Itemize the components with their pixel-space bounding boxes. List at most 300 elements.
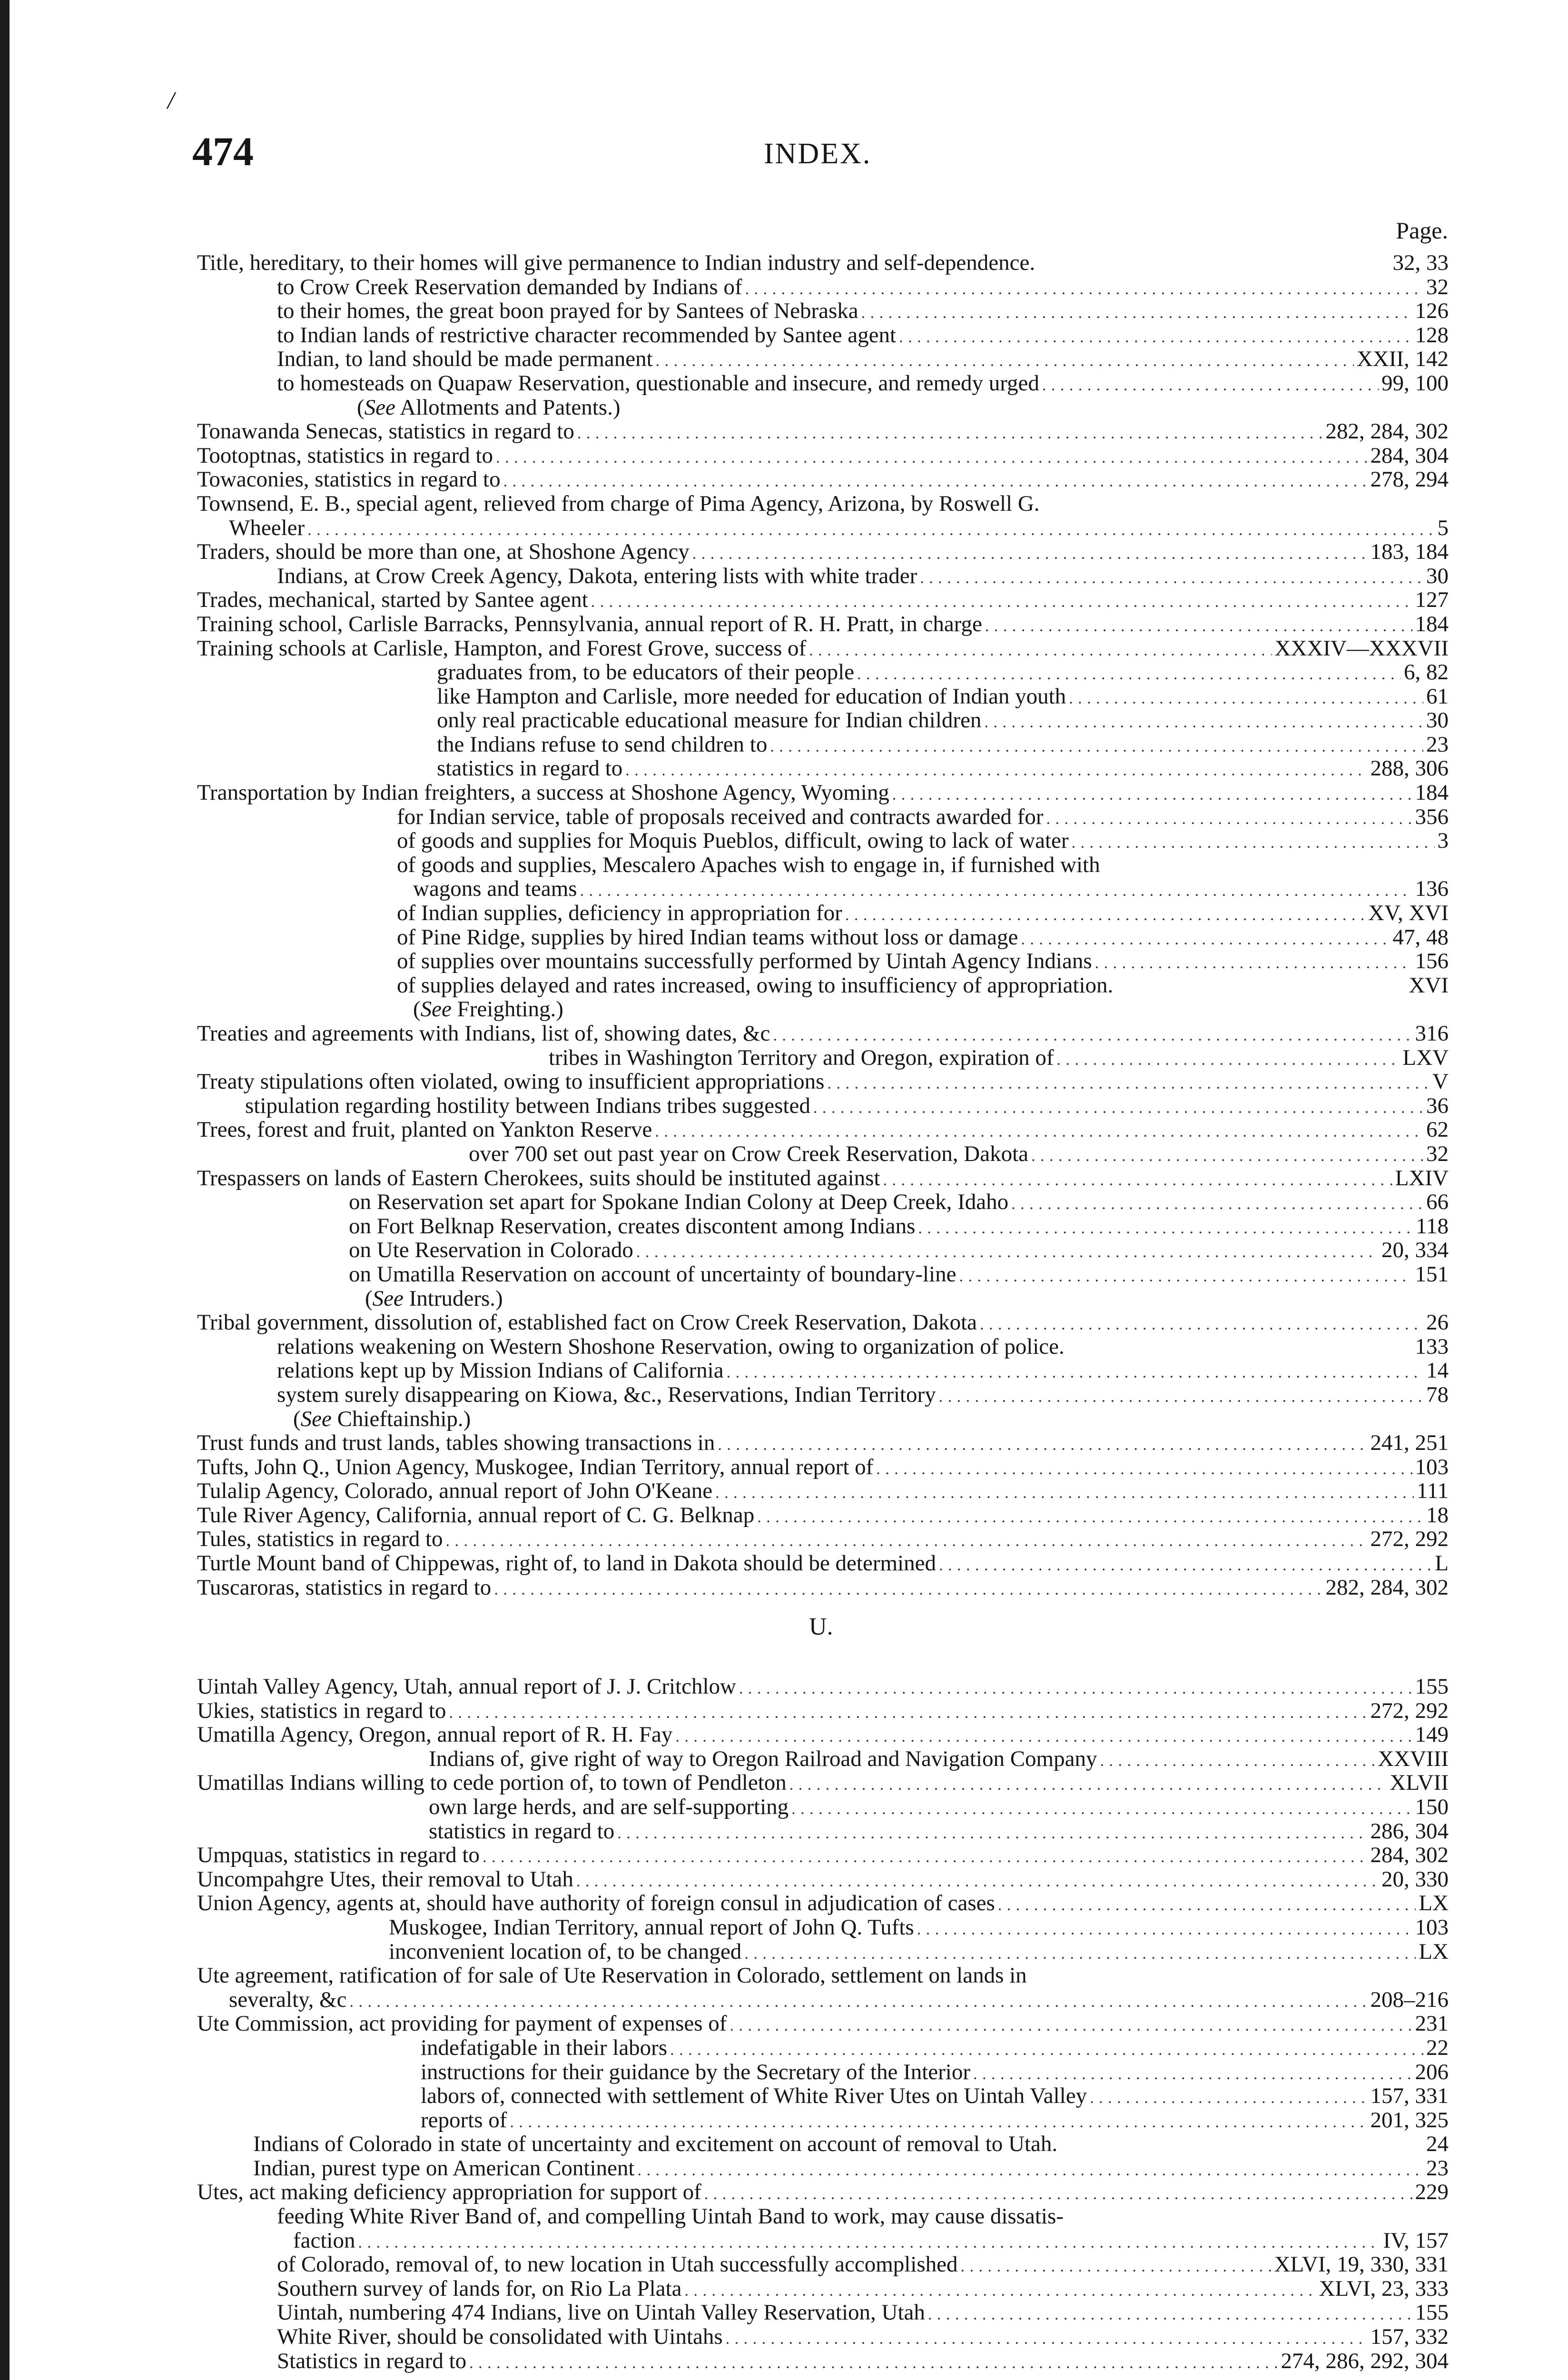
index-entry-text: Tonawanda Senecas, statistics in regard to [197,419,574,444]
index-entry-text: (See Freighting.) [413,997,563,1021]
index-entry-text: wagons and teams [413,877,577,902]
index-entry-text: of supplies delayed and rates increased, owing to insufficiency of appropriation. [397,973,1114,998]
index-entry [197,1988,1449,2012]
index-entry [197,1190,1449,1214]
page-reference: 99, 100 [1381,371,1449,396]
index-entry [197,1214,1449,1239]
dot-leader [718,1431,1367,1455]
dot-leader [928,2301,1412,2325]
index-entry [197,1455,1449,1479]
page-reference: 272, 292 [1370,1698,1449,1723]
index-entry [197,1431,1449,1455]
index-entry-text: instructions for their guidance by the Secretary of the Interior [421,2060,971,2084]
index-entry-text: Umpquas, statistics in regard to [197,1843,480,1867]
index-entry [197,805,1449,829]
dot-leader [973,2060,1412,2084]
page-reference: 103 [1415,1455,1449,1479]
index-entry [197,419,1449,444]
index-entry-text: indefatigable in their labors [421,2035,668,2060]
index-entry [197,829,1449,853]
index-entry [197,1021,1449,1046]
index-entry-text: of goods and supplies for Moquis Pueblos, difficult, owing to lack of water [397,829,1069,853]
page-reference: 32 [1426,275,1449,299]
page-reference: 23 [1426,2156,1449,2181]
index-entry [197,492,1449,516]
page-reference: LX [1419,1891,1449,1915]
index-entry-text: Tootoptnas, statistics in regard to [197,443,493,468]
dot-leader [813,1094,1423,1118]
dot-leader [494,1576,1322,1600]
index-entry-text: of goods and supplies, Mescalero Apaches wish to engage in, if furnished with [397,853,1100,877]
index-entry [197,781,1449,805]
page-reference: 149 [1415,1723,1449,1747]
dot-leader [892,781,1412,805]
index-entry-text: faction [293,2228,355,2253]
page-reference: 282, 284, 302 [1325,1575,1449,1600]
index-entry-text: Union Agency, agents at, should have authority of foreign consul in adjudication of cases [197,1891,995,1915]
index-entry-text: for Indian service, table of proposals received and contracts awarded for [397,804,1044,829]
index-entry [197,1118,1449,1142]
index-entry [197,853,1449,877]
page-reference: 118 [1416,1214,1449,1239]
index-entry [197,2277,1449,2301]
index-entry-text: Umatilla Agency, Oregon, annual report of R. H. Fay [197,1723,673,1747]
dot-leader [1011,1190,1423,1214]
index-entry [197,1383,1449,1407]
dot-leader [591,588,1412,612]
index-entry [197,660,1449,684]
index-entry-text: of Pine Ridge, supplies by hired Indian teams without loss or damage [397,925,1018,950]
index-entry-text: Indian, purest type on American Continent [253,2156,635,2181]
index-entry-text: Title, hereditary, to their homes will give permanence to Indian industry and self-dependence. [197,251,1035,275]
page-reference: 183, 184 [1370,540,1449,564]
index-entry-text: the Indians refuse to send children to [437,732,768,757]
page-column-label: Page. [1396,217,1448,244]
dot-leader [845,901,1365,925]
dot-leader [715,1479,1414,1503]
index-entry-text: severalty, &c [229,1987,347,2012]
dot-leader [757,1503,1423,1527]
index-entry [197,2349,1449,2373]
dot-leader [918,1214,1413,1239]
index-entry [197,1675,1449,1699]
index-entry-text: Trades, mechanical, started by Santee agent [197,588,588,612]
index-entry-text: Treaties and agreements with Indians, list of, showing dates, &c [197,1021,770,1046]
running-title: INDEX. [764,138,872,170]
dot-leader [1095,949,1412,973]
dot-leader [791,1795,1412,1819]
section-heading-u: U. [809,1613,833,1640]
see-reference: See [372,1286,404,1311]
see-target: Intruders.) [409,1286,503,1311]
see-target: Freighting.) [457,997,563,1021]
index-entry [197,2036,1449,2060]
page-reference: LXIV [1395,1166,1449,1190]
index-entry [197,2060,1449,2084]
index-entry-text: reports of [421,2108,507,2132]
index-entry [197,1867,1449,1892]
dot-leader [576,1867,1379,1892]
index-entry [197,1771,1449,1795]
index-entry [197,540,1449,564]
index-entry-text: inconvenient location of, to be changed [389,1939,742,1964]
index-entry-text: to homesteads on Quapaw Reservation, questionable and insecure, and remedy urged [277,371,1039,396]
dot-leader [636,1238,1379,1262]
index-entry-text: Tule River Agency, California, annual report of C. G. Belknap [197,1503,755,1527]
index-entry-text: Treaty stipulations often violated, owing to insufficient appropriations [197,1070,825,1094]
page-reference: XLVI, 23, 333 [1319,2276,1449,2301]
dot-leader [770,733,1423,757]
page-reference: 155 [1415,1675,1449,1699]
index-entry [197,1359,1449,1383]
dot-leader [939,1551,1432,1576]
index-entry-text: (See Intruders.) [365,1286,503,1311]
index-entry [197,636,1449,661]
index-entry [197,877,1449,901]
page-reference: 128 [1415,323,1449,347]
index-entry-text: own large herds, and are self-supporting [429,1795,789,1819]
index-entry [197,733,1449,757]
see-target: Chieftainship.) [337,1407,471,1431]
page-reference: 36 [1426,1093,1449,1118]
dot-leader [730,2012,1412,2036]
dot-leader [449,1699,1367,1723]
index-entry-text: labors of, connected with settlement of White River Utes on Uintah Valley [421,2084,1087,2108]
page-reference: 356 [1415,804,1449,829]
page-reference: 208–216 [1370,1987,1449,2012]
page-reference: 133 [1415,1334,1449,1359]
index-entry [197,1551,1449,1576]
index-entry [197,467,1449,492]
dot-leader [985,612,1412,636]
index-entry-text: Traders, should be more than one, at Shoshone Agency [197,540,690,564]
dot-leader [350,1988,1368,2012]
dot-leader [1072,829,1435,853]
index-entry-text: Tribal government, dissolution of, established fact on Crow Creek Reservation, Dakota [197,1310,977,1335]
index-entry [197,1819,1449,1844]
index-entry [197,2156,1449,2181]
index-entry-text: Indians of Colorado in state of uncertainty and excitement on account of removal to Utah. [253,2132,1058,2156]
dot-leader [503,467,1368,492]
index-entry-text: to Indian lands of restrictive character recommended by Santee agent [277,323,897,347]
page-reference: 30 [1426,708,1449,733]
page-reference: V [1432,1070,1449,1094]
dot-leader [670,2036,1423,2060]
index-entry-text: Training schools at Carlisle, Hampton, and Forest Grove, success of [197,636,807,661]
page-reference: 103 [1415,1915,1449,1940]
index-entry-text: Trespassers on lands of Eastern Cherokees, suits should be instituted against [197,1166,880,1190]
index-entry [197,1046,1449,1070]
dot-leader [656,347,1354,371]
dot-leader [739,1675,1412,1699]
index-entry [197,2084,1449,2108]
page-reference: 229 [1415,2180,1449,2205]
index-entry-text: Wheeler [229,516,305,540]
index-entry [197,371,1449,396]
index-entry [197,1576,1449,1600]
page-reference: 241, 251 [1370,1431,1449,1455]
index-entry [197,1964,1449,1988]
index-entry [197,2108,1449,2132]
index-entry-text: on Ute Reservation in Colorado [349,1238,633,1262]
index-entry [197,1287,1449,1311]
index-entry-text: Indian, to land should be made permanent [277,347,653,371]
dot-leader [939,1383,1423,1407]
index-entry-text: tribes in Washington Territory and Oregon, expiration of [549,1045,1054,1070]
page-reference: 24 [1426,2132,1449,2156]
index-entry-text: Muskogee, Indian Territory, annual report of John Q. Tufts [389,1915,914,1940]
index-entry [197,1699,1449,1723]
page-reference: 282, 284, 302 [1325,419,1449,444]
index-entry [197,444,1449,468]
index-entry-text: White River, should be consolidated with Uintahs [277,2325,723,2349]
page-reference: 5 [1437,516,1449,540]
index-entry-text: Indians of, give right of way to Oregon Railroad and Navigation Company [429,1746,1097,1771]
index-entry [197,1310,1449,1335]
index-entry [197,1723,1449,1747]
page-reference: 61 [1426,684,1449,709]
dot-leader [726,2325,1368,2349]
dot-leader [496,444,1368,468]
index-entry [197,564,1449,588]
index-entry-text: on Reservation set apart for Spokane Indian Colony at Deep Creek, Idaho [349,1190,1009,1214]
page-reference: 157, 332 [1370,2325,1449,2349]
page-reference: 32 [1426,1141,1449,1166]
index-entry-text: stipulation regarding hostility between Indians tribes suggested [245,1093,810,1118]
page-reference: 184 [1415,612,1449,636]
dot-leader [857,660,1401,684]
index-entry [197,588,1449,612]
index-entry [197,1843,1449,1867]
page-reference: 30 [1426,564,1449,588]
dot-leader [675,1723,1412,1747]
index-entry [197,1166,1449,1190]
page-reference: 272, 292 [1370,1527,1449,1552]
dot-leader [1046,805,1412,829]
page-reference: XLVI, 19, 330, 331 [1274,2252,1449,2277]
index-entry-text: Statistics in regard to [277,2349,467,2373]
index-entry-text: graduates from, to be educators of their people [437,660,855,684]
index-entry-text: Tulalip Agency, Colorado, annual report of John O'Keane [197,1479,713,1503]
page-reference: 3 [1437,829,1449,853]
index-entry-text: (See Allotments and Patents.) [357,395,621,420]
index-entry [197,708,1449,733]
index-entry-text: Transportation by Indian freighters, a success at Shoshone Agency, Wyoming [197,781,889,805]
page-reference: 184 [1415,781,1449,805]
index-entry-text: Uncompahgre Utes, their removal to Utah [197,1867,573,1892]
page-reference: 278, 294 [1370,467,1449,492]
index-entry-text: Uintah, numbering 474 Indians, live on Uintah Valley Reservation, Utah [277,2301,925,2325]
index-entry [197,684,1449,709]
see-reference: See [300,1407,332,1431]
page-reference: 206 [1415,2060,1449,2084]
index-entry [197,2301,1449,2325]
page-reference: XLVII [1390,1771,1449,1795]
index-entry [197,1795,1449,1819]
dot-leader [809,636,1272,661]
index-entry [197,1094,1449,1118]
index-entry-text: statistics in regard to [429,1819,615,1844]
index-entry-text: Uintah Valley Agency, Utah, annual report of J. J. Critchlow [197,1675,736,1699]
page-reference: 127 [1415,588,1449,612]
index-entry-text: Tuscaroras, statistics in regard to [197,1575,492,1600]
index-entry-text: system surely disappearing on Kiowa, &c., Reservations, Indian Territory [277,1382,936,1407]
dot-leader [876,1455,1412,1479]
page-reference: IV, 157 [1383,2228,1449,2253]
index-entry-text: Ute agreement, ratification of for sale of Ute Reservation in Colorado, settlement on lands in [197,1964,1027,1988]
page-reference: 62 [1426,1118,1449,1142]
dot-leader [744,1940,1416,1964]
dot-leader [637,2156,1423,2181]
page-reference: XXVIII [1378,1746,1449,1771]
page-reference: XXXIV—XXXVII [1274,636,1449,661]
dot-leader [358,2229,1381,2253]
index-entry-text: Tufts, John Q., Union Agency, Muskogee, Indian Territory, annual report of [197,1455,874,1479]
index-entry [197,2012,1449,2036]
dot-leader [446,1527,1368,1551]
dot-leader [883,1166,1392,1190]
index-entry-text: Utes, act making deficiency appropriation for support of [197,2180,701,2205]
page-reference: 284, 302 [1370,1843,1449,1867]
dot-leader [617,1819,1367,1844]
index-entry-text: feeding White River Band of, and compelling Uintah Band to work, may cause dissatis- [277,2204,1064,2229]
dot-leader [625,756,1367,781]
page-reference: 286, 304 [1370,1819,1449,1844]
index-entry-text: Training school, Carlisle Barracks, Pennsylvania, annual report of R. H. Pratt, in charge [197,612,982,636]
index-entry [197,1747,1449,1771]
index-entry-text: of Indian supplies, deficiency in appropriation for [397,901,842,925]
dot-leader [920,564,1423,588]
index-entry-text: statistics in regard to [437,756,623,781]
dot-leader [727,1359,1423,1383]
index-entry-text: like Hampton and Carlisle, more needed for education of Indian youth [437,684,1066,709]
dot-leader [1031,1142,1423,1166]
index-entry [197,2229,1449,2253]
dot-leader [1100,1747,1375,1771]
see-reference: See [364,395,395,420]
page-reference: 284, 304 [1370,443,1449,468]
dot-leader [580,877,1412,901]
index-entry [197,1070,1449,1094]
page-reference: 201, 325 [1370,2108,1449,2132]
index-entry [197,973,1449,998]
page-reference: 14 [1426,1359,1449,1383]
page-reference: 26 [1426,1310,1449,1335]
index-entry-text: relations weakening on Western Shoshone Reservation, owing to organization of police. [277,1334,1065,1359]
index-entry-text: Trust funds and trust lands, tables showing transactions in [197,1431,715,1455]
index-entry-text: Ukies, statistics in regard to [197,1698,446,1723]
index-entry [197,925,1449,950]
dot-leader [1042,371,1379,396]
index-entry [197,901,1449,925]
index-entry [197,299,1449,323]
page-reference: 23 [1426,732,1449,757]
index-entry [197,1915,1449,1940]
dot-leader [959,1262,1412,1287]
index-entry [197,1503,1449,1527]
index-entry-text: Turtle Mount band of Chippewas, right of, to land in Dakota should be determined [197,1551,936,1576]
dot-leader [998,1891,1416,1915]
index-entry [197,516,1449,540]
page-reference: 6, 82 [1404,660,1449,684]
index-entry [197,1891,1449,1915]
page-reference: 111 [1416,1479,1449,1503]
page-reference: 150 [1415,1795,1449,1819]
dot-leader [861,299,1412,323]
index-entry [197,1142,1449,1166]
index-entry-text: relations kept up by Mission Indians of California [277,1359,724,1383]
stray-mark: / [168,87,175,114]
dot-leader [961,2252,1272,2277]
scan-border-left [0,0,10,2380]
page-reference: 18 [1426,1503,1449,1527]
index-entry-text: Southern survey of lands for, on Rio La Plata [277,2276,682,2301]
page-reference: 274, 286, 292, 304 [1281,2349,1449,2373]
dot-leader [773,1021,1412,1046]
index-entry [197,2204,1449,2229]
dot-leader [469,2349,1278,2373]
dot-leader [1069,684,1423,709]
dot-leader [917,1915,1412,1940]
index-section-t [197,251,1449,1599]
page-reference: 157, 331 [1370,2084,1449,2108]
index-entry-text: Umatillas Indians willing to cede portion of, to town of Pendleton [197,1771,787,1795]
page-reference: 22 [1426,2035,1449,2060]
index-entry [197,756,1449,781]
page-reference: 155 [1415,2301,1449,2325]
page-reference: L [1435,1551,1449,1576]
dot-leader [577,419,1323,444]
page-number: 474 [192,129,254,174]
index-entry [197,323,1449,347]
dot-leader [827,1070,1430,1094]
index-entry [197,396,1449,420]
page-reference: 126 [1415,299,1449,323]
index-entry [197,251,1449,275]
dot-leader [685,2277,1316,2301]
index-entry-text: on Umatilla Reservation on account of uncertainty of boundary-line [349,1262,957,1287]
dot-leader [655,1118,1423,1142]
page-reference: 78 [1426,1382,1449,1407]
page-reference: 231 [1415,2012,1449,2036]
index-entry [197,1940,1449,1964]
index-entry-text: over 700 set out past year on Crow Creek Reservation, Dakota [469,1141,1028,1166]
index-entry [197,2132,1449,2156]
dot-leader [307,516,1434,540]
index-entry-text: Indians, at Crow Creek Agency, Dakota, entering lists with white trader [277,564,917,588]
dot-leader [483,1843,1368,1867]
dot-leader [1021,925,1390,950]
dot-leader [984,708,1423,733]
page-reference: 288, 306 [1370,756,1449,781]
page-reference: LX [1419,1939,1449,1964]
index-entry [197,1407,1449,1431]
page-reference: 32, 33 [1392,251,1449,275]
page-reference: 66 [1426,1190,1449,1214]
page-reference: 136 [1415,877,1449,902]
index-entry [197,2252,1449,2277]
index-entry [197,1527,1449,1551]
index-entry-text: to their homes, the great boon prayed for by Santees of Nebraska [277,299,858,323]
index-entry [197,1262,1449,1287]
index-entry [197,2180,1449,2204]
index-entry [197,347,1449,371]
index-entry [197,1238,1449,1262]
index-entry-text: Ute Commission, act providing for payment of expenses of [197,2012,727,2036]
index-entry [197,1479,1449,1503]
page-reference: XV, XVI [1368,901,1449,925]
dot-leader [1090,2084,1367,2108]
